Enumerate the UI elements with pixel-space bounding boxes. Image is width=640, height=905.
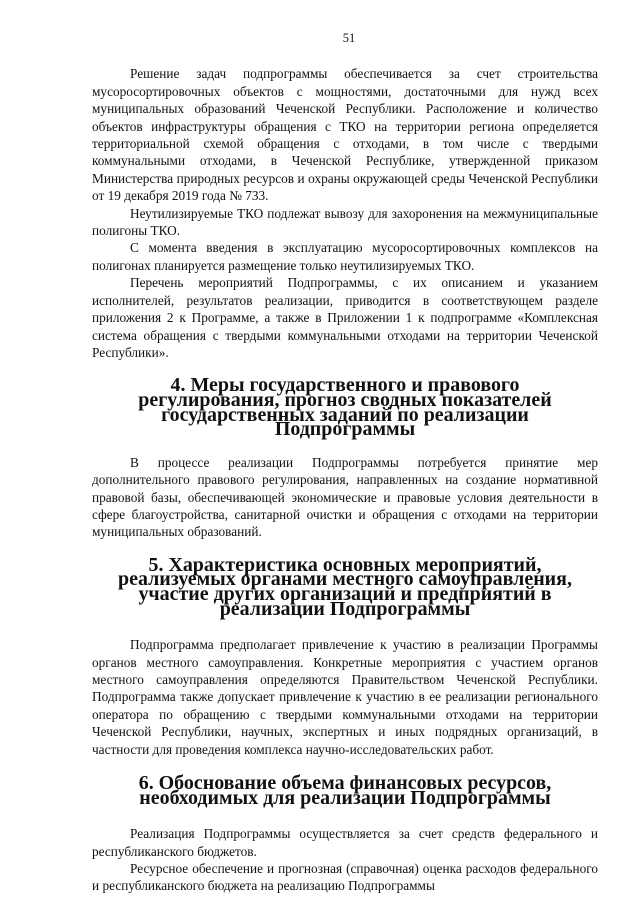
page-number: 51 — [342, 31, 356, 45]
paragraph: С момента введения в эксплуатацию мусоросортировочных комплексов на полигонах планируется размещение только неутилизируемых ТКО. — [92, 240, 598, 273]
paragraph: Решение задач подпрограммы обеспечивается за счет строительства мусоросортировочных объектов с мощностями, достаточными для нужд всех муниципальных образований Чеченской Республики. Расположение и количество объектов инфраструктуры обращения с ТКО на территории региона определяется территориальной схемой обращения с отходами, в том числе с твердыми коммунальными отходами, в Чеченской Республике, утвержденной приказом Министерства природных ресурсов и охраны окружающей среды Чеченской Республики от 19 декабря 2019 года № 733. — [92, 66, 598, 204]
paragraph: Перечень мероприятий Подпрограммы, с их описанием и указанием исполнителей, результатов реализации, приводится в соответствующем разделе приложения 2 к Программе, а также в Приложении 1 к подпрограмме «Комплексная система обращения с твердыми коммунальными отходами на территории Чеченской Республики». — [92, 275, 598, 360]
document-page — [92, 30, 598, 895]
section-heading-4: 4. Меры государственного и правового регулирования, прогноз сводных показателей государственных заданий по реализации Подпрограммы — [138, 374, 552, 441]
section-6-paragraph: Реализация Подпрограммы осуществляется за счет средств федерального и республиканского бюджетов. — [92, 826, 598, 859]
paragraph: Неутилизируемые ТКО подлежат вывозу для захоронения на межмуниципальные полигоны ТКО. — [92, 205, 598, 239]
section-heading-5: 5. Характеристика основных мероприятий, реализуемых органами местного самоуправления, участие других организаций и предприятий в реализации Подпрограммы — [118, 553, 572, 620]
section-6-paragraph: Ресурсное обеспечение и прогнозная (справочная) оценка расходов федерального и республиканского бюджета на реализацию Подпрограммы — [92, 860, 598, 894]
section-5-paragraph: Подпрограмма предполагает привлечение к участию в реализации Программы органов местного самоуправления. Конкретные мероприятия с участием органов местного самоуправления определяются Правительством Чеченской Республики. Подпрограмма также допускает привлечение к участию в ее реализации регионального оператора по обращению с твердыми коммунальными отходами на территории Чеченской Республики, научных, экспертных и иных подрядных организаций, в частности для проведения комплекса научно-исследовательских работ. — [92, 637, 598, 757]
section-heading-6: 6. Обоснование объема финансовых ресурсов, необходимых для реализации Подпрограммы — [138, 771, 552, 809]
section-4-paragraph: В процессе реализации Подпрограммы потребуется принятие мер дополнительного правового регулирования, направленных на создание нормативной правовой базы, обеспечивающей экономические и правовые условия деятельности в сфере благоустройства, санитарной очистки и обращения с отходами на территории муниципальных образований. — [92, 454, 598, 540]
